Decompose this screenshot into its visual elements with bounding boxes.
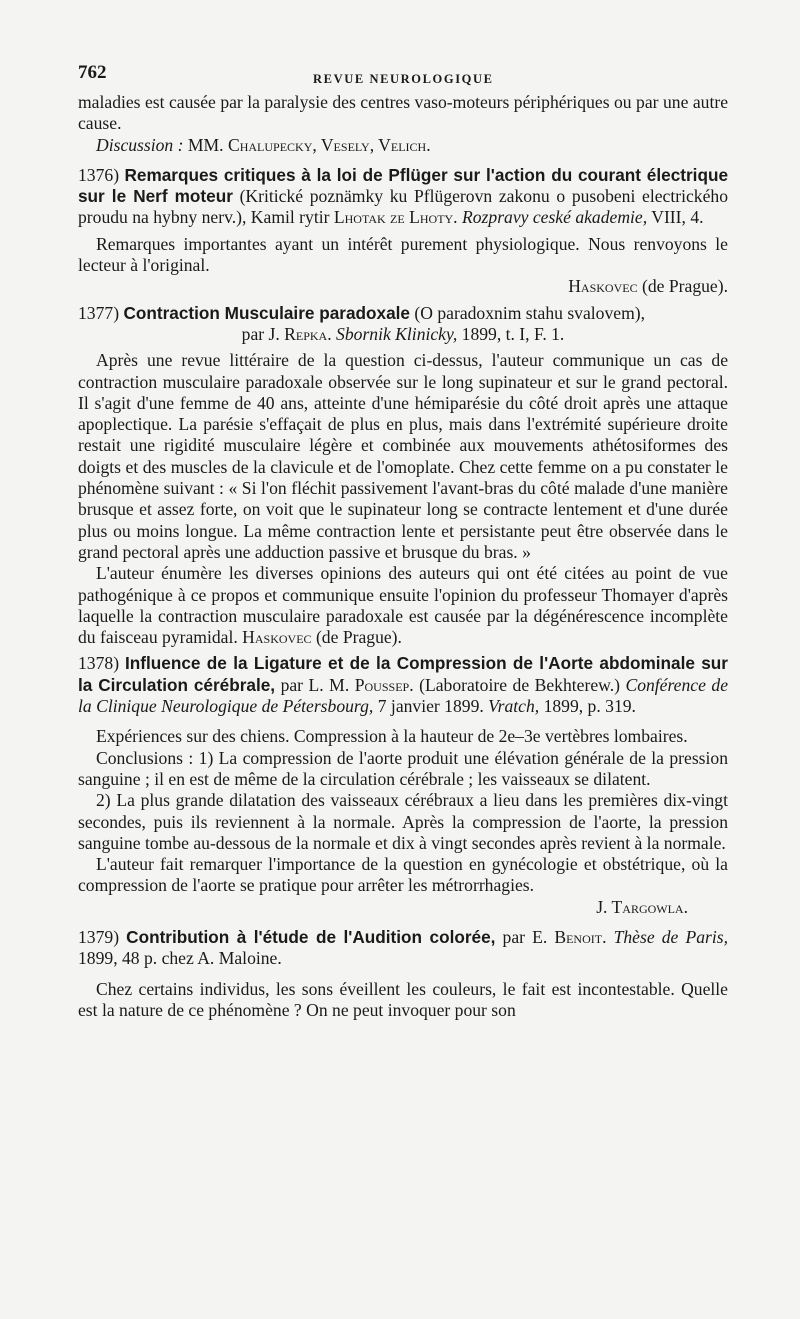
entry-source-2-detail: 1899, p. 319. [543,696,636,717]
entry-1378-body-3: 2) La plus grande dilatation des vaisseaux cérébraux a lieu dans les premières dix-vingt secondes, puis ils reviennent à la normale. Après la compression de l'aorte, la pression sanguine tombe au-dessous de la normale et dix à vingt secondes après revient à la normale. [78,790,728,853]
page-number: 762 [78,62,107,83]
entry-number: 1378) [78,653,120,674]
entry-author-prefix: par E. [502,926,548,947]
entry-1379-heading [78,927,728,970]
entry-1378-body-4: L'auteur fait remarquer l'importance de la question en gynécologie et obstétrique, où la compression de l'aorte se pratique pour arrêter les métrorrhagies. [78,854,728,896]
entry-1379-body-1: Chez certains individus, les sons éveillent les couleurs, le fait est incontestable. Quelle est la nature de ce phénomène ? On ne peut invoquer pour son [78,978,728,1020]
signature-name: Haskovec [568,276,638,297]
entry-author: Lhotak ze Lhoty. [333,207,458,228]
entry-affiliation: (Laboratoire de Bekhterew.) [419,674,620,695]
entry-source: Conférence de la Clinique Neurologique de Pétersbourg, [78,674,728,717]
entry-1377-body-1: Après une revue littéraire de la question ci-dessus, l'auteur communique un cas de contraction musculaire paradoxale observée sur le long supinateur et sur le grand pectoral. Il s'agit d'une femme de 40 ans, atteinte d'une hémiparésie du côté droit après une attaque apoplectique. La parésie s'effaçait de plus en plus, mais dans l'extrémité supérieure droite restait une rigidité musculaire légère et combinée aux mouvements athétosiformes des doigts et des muscles de la clavicule et de l'omoplate. Chez cette femme on a pu constater le phénomène suivant : « Si l'on fléchit passivement l'avant-bras du côté malade d'une manière brusque et assez forte, on voit que le supinateur long se contracte lentement et d'une durée plus ou moins longue. La même contraction lente et persistante peut être observée dans le grand pectoral après une adduction passive et brusque du bras. » [78,350,728,562]
entry-1376-signature [78,276,728,297]
entry-source-2: Vratch, [488,696,540,717]
signature-place: (de Prague). [315,627,402,648]
entry-source: Sbornik Klinicky, [336,323,458,344]
entry-original-title: (O paradoxnim stahu svalovem), [414,302,646,323]
entry-source: Rozpravy ceské akademie, [462,207,648,228]
entry-source-detail: 1899, t. I, F. 1. [461,323,565,344]
discussion-label: Discussion : [96,134,184,155]
intro-paragraph: maladies est causée par la paralysie des centres vaso-moteurs périphériques ou par une autre cause. [78,92,728,134]
body-text: L'auteur énumère les diverses opinions des auteurs qui ont été citées au point de vue pathogénique à ce propos et communique ensuite l'opinion du professeur Thomayer d'après laquelle la contraction musculaire paradoxale est causée par la dégénérescence incomplète du faisceau pyramidal. [78,563,728,648]
entry-title: Contribution à l'étude de l'Audition colorée, [126,926,496,947]
running-title: REVUE NEUROLOGIQUE [313,72,494,86]
entry-author: Repka. [284,323,332,344]
entry-1376-body: Remarques importantes ayant un intérêt purement physiologique. Nous renvoyons le lecteur à l'original. [78,233,728,276]
entry-author-prefix: par J. [241,323,280,344]
entry-1378-heading [78,653,728,717]
page-header [78,58,728,92]
entry-number: 1376) [78,164,120,185]
signature-name: Haskovec [242,627,312,648]
entry-author: Benoit. [554,926,607,947]
entry-author: Poussep. [354,674,414,695]
signature-place: (de Prague). [642,276,728,297]
entry-1377-citation [78,324,728,345]
entry-1378-body-2: Conclusions : 1) La compression de l'aorte produit une élévation générale de la pression sanguine ; il en est de même de la circulation cérébrale ; les vaisseaux se dilatent. [78,747,728,789]
entry-1378-body-1: Expériences sur des chiens. Compression à la hauteur de 2e–3e vertèbres lombaires. [96,726,688,747]
entry-author-prefix: par L. M. [280,674,350,695]
entry-source: Thèse de Paris, [613,926,728,947]
entry-number: 1379) [78,926,120,947]
entry-original-title: (Kritické poznämky ku Pflügerovn zakonu o pusobeni electrického proudu na hybny nerv.), Kamil rytir [78,186,728,228]
entry-number: 1377) [78,302,120,323]
entry-title: Contraction Musculaire paradoxale [123,302,410,323]
entry-1377-heading [78,303,728,324]
entry-title: Influence de la Ligature et de la Compression de l'Aorte abdominale sur la Circulation cérébrale, [78,653,728,695]
entry-source-detail: 1899, 48 p. chez A. Maloine. [78,948,282,969]
entry-1378-signature [78,897,728,918]
discussion-line [78,135,728,156]
entry-1377-body-2 [78,563,728,648]
discussion-names: MM. Chalupecky, Vesely, Velich. [187,134,431,155]
entry-title: Remarques critiques à la loi de Pflüger sur l'action du courant électrique sur le Nerf moteur [78,164,729,207]
entry-source-detail: 7 janvier 1899. [377,696,484,717]
entry-source-detail: VIII, 4. [651,207,704,228]
entry-1376-heading [78,165,728,229]
signature-name: J. Targowla. [596,896,688,917]
